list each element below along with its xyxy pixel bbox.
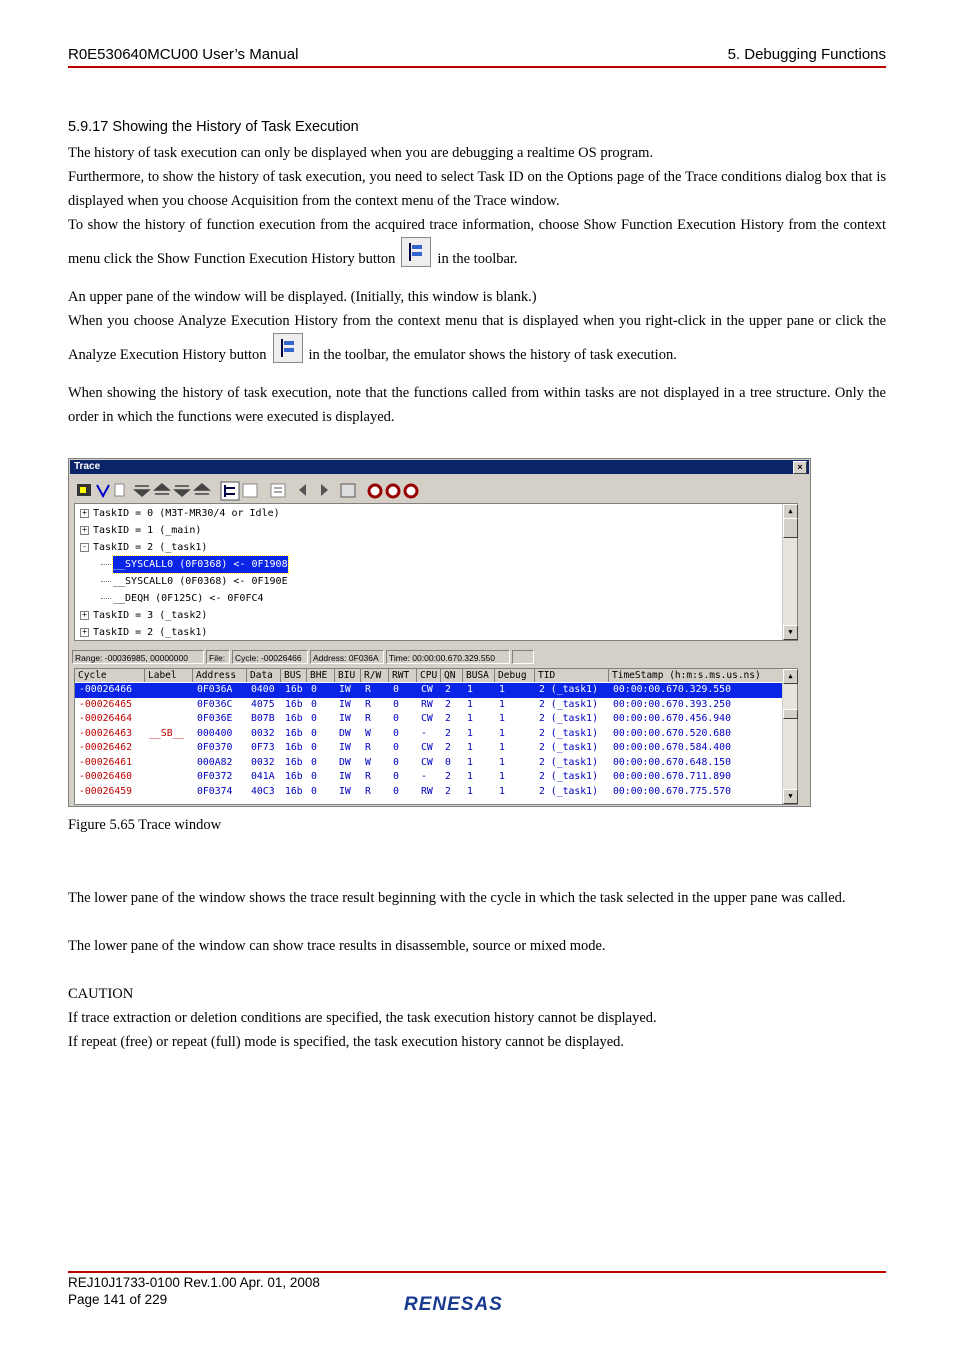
table-cell: 2 (_task1) bbox=[539, 742, 598, 753]
close-button[interactable]: × bbox=[793, 461, 807, 474]
status-range: Range: -00036985, 00000000 bbox=[72, 650, 204, 664]
trace-result-pane[interactable] bbox=[74, 668, 798, 805]
tree-item[interactable] bbox=[93, 607, 207, 624]
table-row[interactable] bbox=[75, 683, 783, 698]
table-cell: 1 bbox=[499, 785, 505, 797]
column-header-cell[interactable]: QN bbox=[441, 669, 463, 682]
table-cell: 0 bbox=[311, 698, 317, 710]
trace-toolbar bbox=[75, 480, 804, 504]
status-time: Time: 00:00:00.670.329.550 bbox=[386, 650, 510, 664]
scroll-thumb[interactable] bbox=[783, 518, 798, 538]
doc-revision: REJ10J1733-0100 Rev.1.00 Apr. 01, 2008 bbox=[68, 1275, 320, 1290]
column-header-cell[interactable]: R/W bbox=[361, 669, 389, 682]
table-cell: 2 (_task1) bbox=[539, 785, 598, 797]
table-cell: 0 bbox=[311, 713, 317, 724]
table-cell: 2 bbox=[445, 771, 451, 782]
table-cell: __SB__ bbox=[149, 727, 185, 739]
tree-item-label: __DEQH (0F125C) <- 0F0FC4 bbox=[113, 593, 264, 604]
collapse-icon[interactable]: - bbox=[80, 543, 89, 552]
column-header-cell[interactable]: Data bbox=[247, 669, 281, 682]
table-cell: W bbox=[365, 727, 371, 739]
table-cell: 0 bbox=[393, 771, 399, 782]
tree-item-label: TaskID = 3 (_task2) bbox=[93, 610, 208, 621]
table-cell: 0 bbox=[311, 771, 317, 782]
table-cell: 2 bbox=[445, 698, 451, 710]
table-row[interactable] bbox=[75, 741, 783, 756]
table-cell: 1 bbox=[467, 684, 473, 695]
caution-item: If repeat (free) or repeat (full) mode is specified, the task execution history cannot be displayed. bbox=[68, 1034, 625, 1050]
table-cell: 2 (_task1) bbox=[539, 756, 598, 768]
expand-icon[interactable]: + bbox=[80, 509, 89, 518]
table-cell: 0032 bbox=[251, 727, 275, 739]
table-cell: 2 bbox=[445, 742, 451, 753]
table-row[interactable] bbox=[75, 727, 783, 742]
table-cell: 0F73 bbox=[251, 742, 275, 753]
table-cell: 1 bbox=[499, 742, 505, 753]
table-cell: 2 bbox=[445, 684, 451, 695]
table-cell: R bbox=[365, 713, 371, 724]
table-cell: 1 bbox=[499, 713, 505, 724]
table-cell: 40C3 bbox=[251, 785, 275, 797]
table-row[interactable] bbox=[75, 756, 783, 771]
table-cell: 1 bbox=[499, 756, 505, 768]
table-cell: W bbox=[365, 756, 371, 768]
tree-connector bbox=[101, 581, 111, 582]
table-cell: R bbox=[365, 771, 371, 782]
window-title: Trace bbox=[74, 461, 101, 472]
table-cell: 16b bbox=[285, 785, 303, 797]
table-cell: 0 bbox=[393, 727, 399, 739]
upper-scrollbar[interactable] bbox=[782, 504, 797, 640]
expand-icon[interactable]: + bbox=[80, 526, 89, 535]
table-cell: 0 bbox=[445, 756, 451, 768]
table-cell: 00:00:00.670.456.940 bbox=[613, 713, 731, 724]
tree-item[interactable] bbox=[93, 624, 207, 641]
table-cell: R bbox=[365, 698, 371, 710]
table-cell: 4075 bbox=[251, 698, 275, 710]
table-cell: CW bbox=[421, 713, 433, 724]
tree-item-label: TaskID = 1 (_main) bbox=[93, 525, 202, 536]
table-cell: 16b bbox=[285, 713, 303, 724]
table-cell: CW bbox=[421, 756, 433, 768]
column-header-cell[interactable]: TimeStamp (h:m:s.ms.us.ns) bbox=[609, 669, 787, 682]
column-header-cell[interactable]: BHE bbox=[307, 669, 335, 682]
column-header bbox=[75, 669, 783, 682]
table-cell: -00026466 bbox=[79, 684, 133, 695]
table-cell: 0F036E bbox=[197, 713, 233, 724]
table-cell: 000A82 bbox=[197, 756, 233, 768]
tree-item-label: TaskID = 2 (_task1) bbox=[93, 542, 208, 553]
table-cell: CW bbox=[421, 742, 433, 753]
tree-connector bbox=[101, 564, 111, 565]
column-header-cell[interactable]: Debug bbox=[495, 669, 535, 682]
table-cell: IW bbox=[339, 785, 351, 797]
scroll-down-icon[interactable]: ▼ bbox=[783, 789, 798, 804]
table-cell: 16b bbox=[285, 771, 303, 782]
tree-item[interactable] bbox=[93, 505, 280, 522]
table-cell: 0 bbox=[311, 785, 317, 797]
page-footer bbox=[68, 1274, 320, 1308]
table-cell: 2 (_task1) bbox=[539, 698, 598, 710]
table-cell: R bbox=[365, 742, 371, 753]
tree-item[interactable] bbox=[113, 573, 288, 590]
table-cell: 2 bbox=[445, 727, 451, 739]
status-cycle: Cycle: -00026466 bbox=[232, 650, 308, 664]
paragraph: The lower pane of the window shows the trace result beginning with the cycle in which the task selected in the upper pane was called. bbox=[68, 890, 846, 906]
table-cell: 00:00:00.670.648.150 bbox=[613, 756, 731, 768]
table-cell: 2 bbox=[445, 713, 451, 724]
expand-icon[interactable]: + bbox=[80, 628, 89, 637]
table-cell: 0F0370 bbox=[197, 742, 233, 753]
table-cell: RW bbox=[421, 698, 433, 710]
table-cell: 00:00:00.670.520.680 bbox=[613, 727, 731, 739]
tree-item[interactable] bbox=[93, 522, 201, 539]
table-cell: 0 bbox=[393, 698, 399, 710]
tree-item-label: __SYSCALL0 (0F0368) <- 0F190E bbox=[113, 576, 288, 587]
scroll-thumb[interactable] bbox=[783, 709, 798, 719]
table-cell: 0 bbox=[311, 742, 317, 753]
table-cell: 2 (_task1) bbox=[539, 727, 598, 739]
table-cell: IW bbox=[339, 698, 351, 710]
section-title: 5.9.17 Showing the History of Task Execution bbox=[68, 119, 359, 135]
tree-item-label: TaskID = 0 (M3T-MR30/4 or Idle) bbox=[93, 508, 280, 519]
tree-item[interactable] bbox=[113, 556, 288, 573]
figure-caption: Figure 5.65 Trace window bbox=[68, 817, 222, 833]
table-cell: CW bbox=[421, 684, 433, 695]
table-cell: 0F0374 bbox=[197, 785, 233, 797]
column-header-cell[interactable]: BUSA bbox=[463, 669, 495, 682]
table-cell: IW bbox=[339, 771, 351, 782]
table-row[interactable] bbox=[75, 698, 783, 713]
table-cell: IW bbox=[339, 684, 351, 695]
paragraph: The history of task execution can only be displayed when you are debugging a realtime OS program. bbox=[68, 145, 654, 161]
table-row[interactable] bbox=[75, 712, 783, 727]
tree-connector bbox=[101, 598, 111, 599]
table-cell: 1 bbox=[467, 742, 473, 753]
renesas-logo: RENESAS bbox=[404, 1294, 503, 1315]
column-header-cell[interactable]: CPU bbox=[417, 669, 441, 682]
table-cell: 0032 bbox=[251, 756, 275, 768]
table-cell: -00026463 bbox=[79, 727, 133, 739]
table-cell: 2 (_task1) bbox=[539, 713, 598, 724]
table-cell: 16b bbox=[285, 727, 303, 739]
column-header-cell[interactable]: TID bbox=[535, 669, 609, 682]
scroll-up-icon[interactable]: ▲ bbox=[783, 669, 798, 684]
column-header-cell[interactable]: Address bbox=[193, 669, 247, 682]
table-cell: IW bbox=[339, 713, 351, 724]
status-empty bbox=[512, 650, 534, 664]
status-address: Address: 0F036A bbox=[310, 650, 384, 664]
table-cell: 1 bbox=[467, 756, 473, 768]
paragraph: The lower pane of the window can show trace results in disassemble, source or mixed mode. bbox=[68, 938, 606, 954]
table-cell: 0F036A bbox=[197, 684, 233, 695]
table-cell: 0400 bbox=[251, 684, 275, 695]
table-cell: 00:00:00.670.393.250 bbox=[613, 698, 731, 710]
table-cell: -00026464 bbox=[79, 713, 133, 724]
paragraph: When you choose Analyze Execution History from the context menu that is displayed when you right-click in the upper pane or click the Analyze Execution History button in the toolbar, the emulator shows the history of task execution. bbox=[68, 313, 886, 363]
table-cell: 0 bbox=[393, 756, 399, 768]
table-cell: 0 bbox=[311, 684, 317, 695]
table-cell: 0F036C bbox=[197, 698, 233, 710]
paragraph: To show the history of function execution from the acquired trace information, choose Show Function Execution History from the context menu click the Show Function Execution History button in the toolbar. bbox=[68, 217, 886, 267]
table-cell: 0 bbox=[393, 684, 399, 695]
manual-title: R0E530640MCU00 User’s Manual bbox=[68, 46, 299, 63]
table-cell: IW bbox=[339, 742, 351, 753]
footer-rule bbox=[68, 1271, 886, 1273]
table-cell: 0F0372 bbox=[197, 771, 233, 782]
analyze-history-icon bbox=[273, 333, 303, 363]
table-cell: DW bbox=[339, 756, 351, 768]
table-cell: 1 bbox=[467, 727, 473, 739]
trace-status-bar bbox=[70, 649, 809, 666]
table-cell: R bbox=[365, 785, 371, 797]
table-cell: DW bbox=[339, 727, 351, 739]
status-file: File: bbox=[206, 650, 230, 664]
table-cell: - bbox=[421, 727, 427, 739]
table-cell: 000400 bbox=[197, 727, 233, 739]
table-cell: 00:00:00.670.711.890 bbox=[613, 771, 731, 782]
task-tree-pane[interactable] bbox=[74, 503, 798, 641]
table-cell: 00:00:00.670.584.400 bbox=[613, 742, 731, 753]
table-row[interactable] bbox=[75, 770, 783, 785]
table-cell: -00026461 bbox=[79, 756, 133, 768]
table-cell: 0 bbox=[393, 713, 399, 724]
lower-scrollbar[interactable] bbox=[782, 669, 797, 804]
table-row[interactable] bbox=[75, 785, 783, 800]
expand-icon[interactable]: + bbox=[80, 611, 89, 620]
table-cell: -00026459 bbox=[79, 785, 133, 797]
tree-item-label: TaskID = 2 (_task1) bbox=[93, 627, 208, 638]
table-cell: -00026460 bbox=[79, 771, 133, 782]
table-cell: 1 bbox=[467, 785, 473, 797]
table-cell: 16b bbox=[285, 684, 303, 695]
column-header-cell[interactable]: BIU bbox=[335, 669, 361, 682]
table-cell: 2 (_task1) bbox=[539, 771, 598, 782]
table-cell: 0 bbox=[393, 742, 399, 753]
show-function-history-icon bbox=[401, 237, 431, 267]
table-cell: 0 bbox=[311, 727, 317, 739]
trace-title-bar bbox=[70, 460, 809, 474]
table-cell: 1 bbox=[467, 698, 473, 710]
tree-item[interactable] bbox=[113, 590, 264, 607]
scroll-up-icon[interactable]: ▲ bbox=[783, 504, 798, 519]
column-header-cell[interactable]: BUS bbox=[281, 669, 307, 682]
table-cell: -00026465 bbox=[79, 698, 133, 710]
paragraph: Furthermore, to show the history of task execution, you need to select Task ID on the Options page of the Trace conditions dialog box that is displayed when you choose Acquisition from the context menu of the Trace window. bbox=[68, 169, 886, 209]
table-cell: 1 bbox=[499, 698, 505, 710]
table-cell: - bbox=[421, 771, 427, 782]
table-cell: 2 bbox=[445, 785, 451, 797]
table-cell: 2 (_task1) bbox=[539, 684, 598, 695]
column-header-cell[interactable]: RWT bbox=[389, 669, 417, 682]
page-number: Page 141 of 229 bbox=[68, 1292, 168, 1307]
paragraph: An upper pane of the window will be displayed. (Initially, this window is blank.) bbox=[68, 289, 537, 305]
scroll-down-icon[interactable]: ▼ bbox=[783, 625, 798, 640]
table-cell: 0 bbox=[393, 785, 399, 797]
table-cell: 1 bbox=[467, 713, 473, 724]
column-header-cell[interactable]: Label bbox=[145, 669, 193, 682]
column-header-cell[interactable]: Cycle bbox=[75, 669, 145, 682]
table-cell: 16b bbox=[285, 756, 303, 768]
toolbar-icons[interactable] bbox=[75, 480, 435, 502]
header-rule bbox=[68, 66, 886, 68]
table-cell: 16b bbox=[285, 742, 303, 753]
table-cell: -00026462 bbox=[79, 742, 133, 753]
table-cell: R bbox=[365, 684, 371, 695]
caution-title: CAUTION bbox=[68, 986, 134, 1002]
table-cell: RW bbox=[421, 785, 433, 797]
tree-item-label: __SYSCALL0 (0F0368) <- 0F1908 bbox=[113, 559, 288, 570]
table-cell: B07B bbox=[251, 713, 275, 724]
paragraph: When showing the history of task execution, note that the functions called from within tasks are not displayed in a tree structure. Only the order in which the functions were executed is displayed. bbox=[68, 385, 886, 425]
table-cell: 1 bbox=[499, 727, 505, 739]
tree-item[interactable] bbox=[93, 539, 207, 556]
table-cell: 00:00:00.670.775.570 bbox=[613, 785, 731, 797]
caution-item: If trace extraction or deletion conditions are specified, the task execution history cannot be displayed. bbox=[68, 1010, 657, 1026]
table-cell: 16b bbox=[285, 698, 303, 710]
table-cell: 1 bbox=[499, 684, 505, 695]
table-cell: 1 bbox=[467, 771, 473, 782]
chapter-title: 5. Debugging Functions bbox=[727, 46, 886, 63]
table-cell: 041A bbox=[251, 771, 275, 782]
table-cell: 0 bbox=[311, 756, 317, 768]
table-cell: 00:00:00.670.329.550 bbox=[613, 684, 731, 695]
table-cell: 1 bbox=[499, 771, 505, 782]
trace-window bbox=[68, 458, 811, 807]
